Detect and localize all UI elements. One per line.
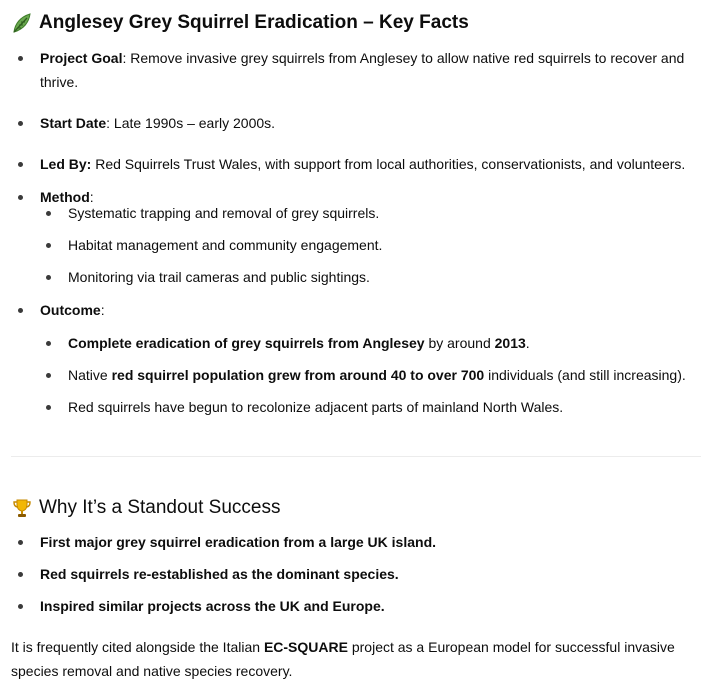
standout-list: [11, 530, 701, 618]
outcome-3-text: Red squirrels have begun to recolonize adjacent parts of mainland North Wales.: [68, 399, 564, 415]
list-item-outcome-2: [11, 363, 707, 387]
outcome-2-bold: red squirrel population grew from around 40 to over 700: [111, 367, 485, 383]
outcome-label: Outcome: [40, 302, 101, 318]
outcome-1-mid: by around: [424, 335, 495, 351]
goal-label: Project Goal: [40, 50, 123, 66]
start-text: Late 1990s – early 2000s.: [110, 115, 276, 131]
list-item-standout-2: [11, 562, 701, 586]
list-item-outcome: [11, 298, 701, 322]
outcome-2-pre: Native: [68, 367, 112, 383]
closing-paragraph: [11, 635, 701, 683]
list-item-method-2: [11, 233, 701, 257]
outcome-sep: :: [100, 302, 105, 318]
list-item-start-date: [11, 111, 701, 135]
method-label: Method: [40, 189, 90, 205]
standout-item-text: First major grey squirrel eradication from a large UK island.: [40, 534, 437, 550]
method-sublist: [11, 201, 701, 289]
closing-bold: EC-SQUARE: [263, 639, 348, 655]
start-sep: :: [106, 115, 111, 131]
goal-sep: :: [122, 50, 127, 66]
goal-text: Remove invasive grey squirrels from Anglesey to allow native red squirrels to recover and thrive.: [40, 50, 685, 90]
outcome-2-end: individuals (and still increasing).: [484, 367, 686, 383]
outcome-list: [11, 298, 701, 322]
list-item-led-by: [11, 152, 701, 176]
method-item-text: Monitoring via trail cameras and public sightings.: [68, 269, 370, 285]
list-item-standout-1: [11, 530, 701, 554]
list-item-outcome-1: [11, 331, 707, 355]
heading-text: Why It’s a Standout Success: [39, 497, 281, 518]
trophy-icon: [11, 497, 33, 519]
list-item-standout-3: [11, 594, 701, 618]
closing-pre: It is frequently cited alongside the Italian: [11, 639, 264, 655]
method-item-text: Habitat management and community engagement.: [68, 237, 383, 253]
start-label: Start Date: [40, 115, 107, 131]
led-text: Red Squirrels Trust Wales, with support from local authorities, conservationists, and volunteers.: [91, 156, 686, 172]
outcome-sublist: [11, 331, 707, 419]
list-item-outcome-3: [11, 395, 707, 419]
closing-post: project as a European model for successful invasive species removal and native species recovery.: [11, 639, 675, 679]
list-item-method-3: [11, 265, 701, 289]
section-divider: [11, 456, 701, 457]
method-item-text: Systematic trapping and removal of grey squirrels.: [68, 205, 380, 221]
heading-text: Anglesey Grey Squirrel Eradication – Key Facts: [39, 12, 469, 33]
standout-item-text: Inspired similar projects across the UK and Europe.: [40, 598, 385, 614]
section-heading-standout: [11, 496, 281, 520]
method-sep: :: [89, 189, 94, 205]
outcome-1-bold: Complete eradication of grey squirrels from Anglesey: [68, 335, 425, 351]
key-facts-list: [11, 46, 701, 217]
outcome-1-year: 2013: [494, 335, 526, 351]
section-heading-key-facts: [11, 11, 469, 35]
standout-item-text: Red squirrels re-established as the dominant species.: [40, 566, 399, 582]
list-item-method-1: [11, 201, 701, 225]
outcome-1-end: .: [525, 335, 530, 351]
led-label: Led By:: [40, 156, 92, 172]
list-item-goal: [11, 46, 701, 94]
leaf-icon: [11, 12, 33, 34]
